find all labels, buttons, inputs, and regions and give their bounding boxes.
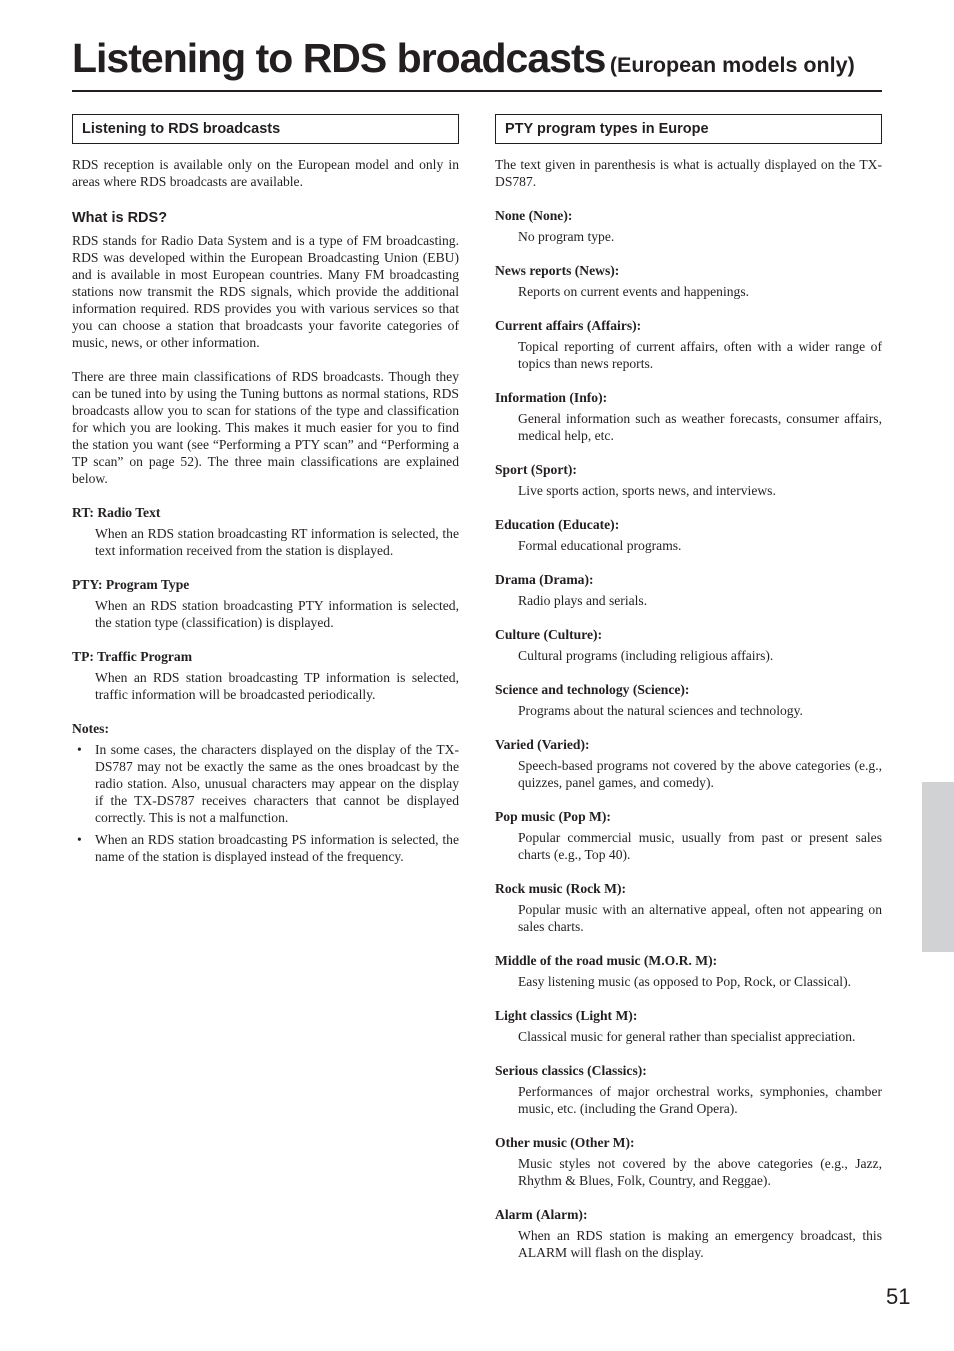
pty-term: News reports (News): bbox=[495, 263, 620, 278]
bullet-icon: • bbox=[77, 742, 82, 757]
pty-term: Light classics (Light M): bbox=[495, 1008, 638, 1023]
notes-list bbox=[72, 741, 459, 865]
class-term-pty: PTY: Program Type bbox=[72, 577, 190, 592]
class-term-rt: RT: Radio Text bbox=[72, 505, 161, 520]
pty-term: Rock music (Rock M): bbox=[495, 881, 627, 896]
class-desc-rt: When an RDS station broadcasting RT information is selected, the text information received from the station is displayed. bbox=[95, 526, 459, 558]
pty-desc: Radio plays and serials. bbox=[518, 593, 648, 608]
note-text: In some cases, the characters displayed on the display of the TX-DS787 may not be exactly the same as the ones broadcast by the radio station. Also, unusual characters may appear on the display if the TX-DS787 receives characters that cannot be displayed correctly. This is not a malfunction. bbox=[95, 742, 459, 825]
what-is-rds-paragraph-2: There are three main classifications of RDS broadcasts. Though they can be tuned into by using the Tuning buttons as normal stations, RDS broadcasts allow you to scan for stations of the type and classification for which you are looking. This makes it much easier for you to find the station you want (see “Performing a PTY scan” and “Performing a TP scan” on page 52). The three main classifications are explained below. bbox=[72, 369, 459, 486]
pty-term: Serious classics (Classics): bbox=[495, 1063, 647, 1078]
section-heading-pty: PTY program types in Europe bbox=[495, 114, 882, 144]
pty-term: Culture (Culture): bbox=[495, 627, 603, 642]
pty-intro: The text given in parenthesis is what is actually displayed on the TX-DS787. bbox=[495, 157, 882, 189]
pty-term: Information (Info): bbox=[495, 390, 608, 405]
pty-term: Drama (Drama): bbox=[495, 572, 594, 587]
pty-desc: Cultural programs (including religious affairs). bbox=[518, 648, 774, 663]
page-title-main: Listening to RDS broadcasts bbox=[72, 35, 606, 81]
page-title bbox=[72, 35, 855, 81]
pty-desc: No program type. bbox=[518, 229, 615, 244]
side-tab-marker bbox=[922, 782, 954, 952]
class-desc-tp: When an RDS station broadcasting TP information is selected, traffic information will be broadcasted periodically. bbox=[95, 670, 459, 702]
note-item bbox=[72, 741, 459, 826]
pty-term: Alarm (Alarm): bbox=[495, 1207, 588, 1222]
pty-term: None (None): bbox=[495, 208, 573, 223]
bullet-icon: • bbox=[77, 832, 82, 847]
note-item bbox=[72, 831, 459, 865]
pty-desc: Topical reporting of current affairs, often with a wider range of topics than news reports. bbox=[518, 339, 882, 371]
what-is-rds-heading: What is RDS? bbox=[72, 210, 168, 226]
title-rule bbox=[72, 90, 882, 92]
class-term-tp: TP: Traffic Program bbox=[72, 649, 193, 664]
pty-desc: Live sports action, sports news, and interviews. bbox=[518, 483, 776, 498]
pty-term: Science and technology (Science): bbox=[495, 682, 690, 697]
pty-term: Education (Educate): bbox=[495, 517, 620, 532]
pty-desc: Reports on current events and happenings. bbox=[518, 284, 750, 299]
pty-desc: Popular commercial music, usually from past or present sales charts (e.g., Top 40). bbox=[518, 830, 882, 862]
pty-term: Middle of the road music (M.O.R. M): bbox=[495, 953, 718, 968]
class-desc-pty: When an RDS station broadcasting PTY information is selected, the station type (classification) is displayed. bbox=[95, 598, 459, 630]
section-heading-rds: Listening to RDS broadcasts bbox=[72, 114, 459, 144]
pty-term: Other music (Other M): bbox=[495, 1135, 635, 1150]
pty-desc: Formal educational programs. bbox=[518, 538, 682, 553]
pty-desc: Music styles not covered by the above categories (e.g., Jazz, Rhythm & Blues, Folk, Country, and Reggae). bbox=[518, 1156, 882, 1188]
notes-heading: Notes: bbox=[72, 721, 109, 736]
pty-desc: Speech-based programs not covered by the above categories (e.g., quizzes, panel games, and comedy). bbox=[518, 758, 882, 790]
pty-desc: Classical music for general rather than specialist appreciation. bbox=[518, 1029, 856, 1044]
pty-desc: When an RDS station is making an emergency broadcast, this ALARM will flash on the display. bbox=[518, 1228, 882, 1260]
pty-desc: Easy listening music (as opposed to Pop, Rock, or Classical). bbox=[518, 974, 852, 989]
pty-desc: Performances of major orchestral works, symphonies, chamber music, etc. (including the Grand Opera). bbox=[518, 1084, 882, 1116]
page-title-sub: (European models only) bbox=[609, 53, 855, 77]
pty-term: Pop music (Pop M): bbox=[495, 809, 611, 824]
pty-term: Sport (Sport): bbox=[495, 462, 577, 477]
left-column bbox=[72, 114, 459, 870]
pty-desc: Popular music with an alternative appeal, often not appearing on sales charts. bbox=[518, 902, 882, 934]
what-is-rds-paragraph-1: RDS stands for Radio Data System and is a type of FM broadcasting. RDS was developed within the European Broadcasting Union (EBU) and is available in most European countries. Many FM broadcasting stations now transmit the RDS signals, which provide the additional information required. RDS provides you with various services so that you can choose a station that broadcasts your favorite categories of music, news, or other information. bbox=[72, 233, 459, 350]
rds-intro: RDS reception is available only on the European model and only in areas where RDS broadcasts are available. bbox=[72, 157, 459, 189]
right-column bbox=[495, 114, 882, 1261]
pty-term: Current affairs (Affairs): bbox=[495, 318, 642, 333]
pty-desc: Programs about the natural sciences and technology. bbox=[518, 703, 803, 718]
pty-term: Varied (Varied): bbox=[495, 737, 590, 752]
pty-desc: General information such as weather forecasts, consumer affairs, medical help, etc. bbox=[518, 411, 882, 443]
note-text: When an RDS station broadcasting PS information is selected, the name of the station is displayed instead of the frequency. bbox=[95, 832, 459, 864]
page-number: 51 bbox=[886, 1284, 911, 1309]
